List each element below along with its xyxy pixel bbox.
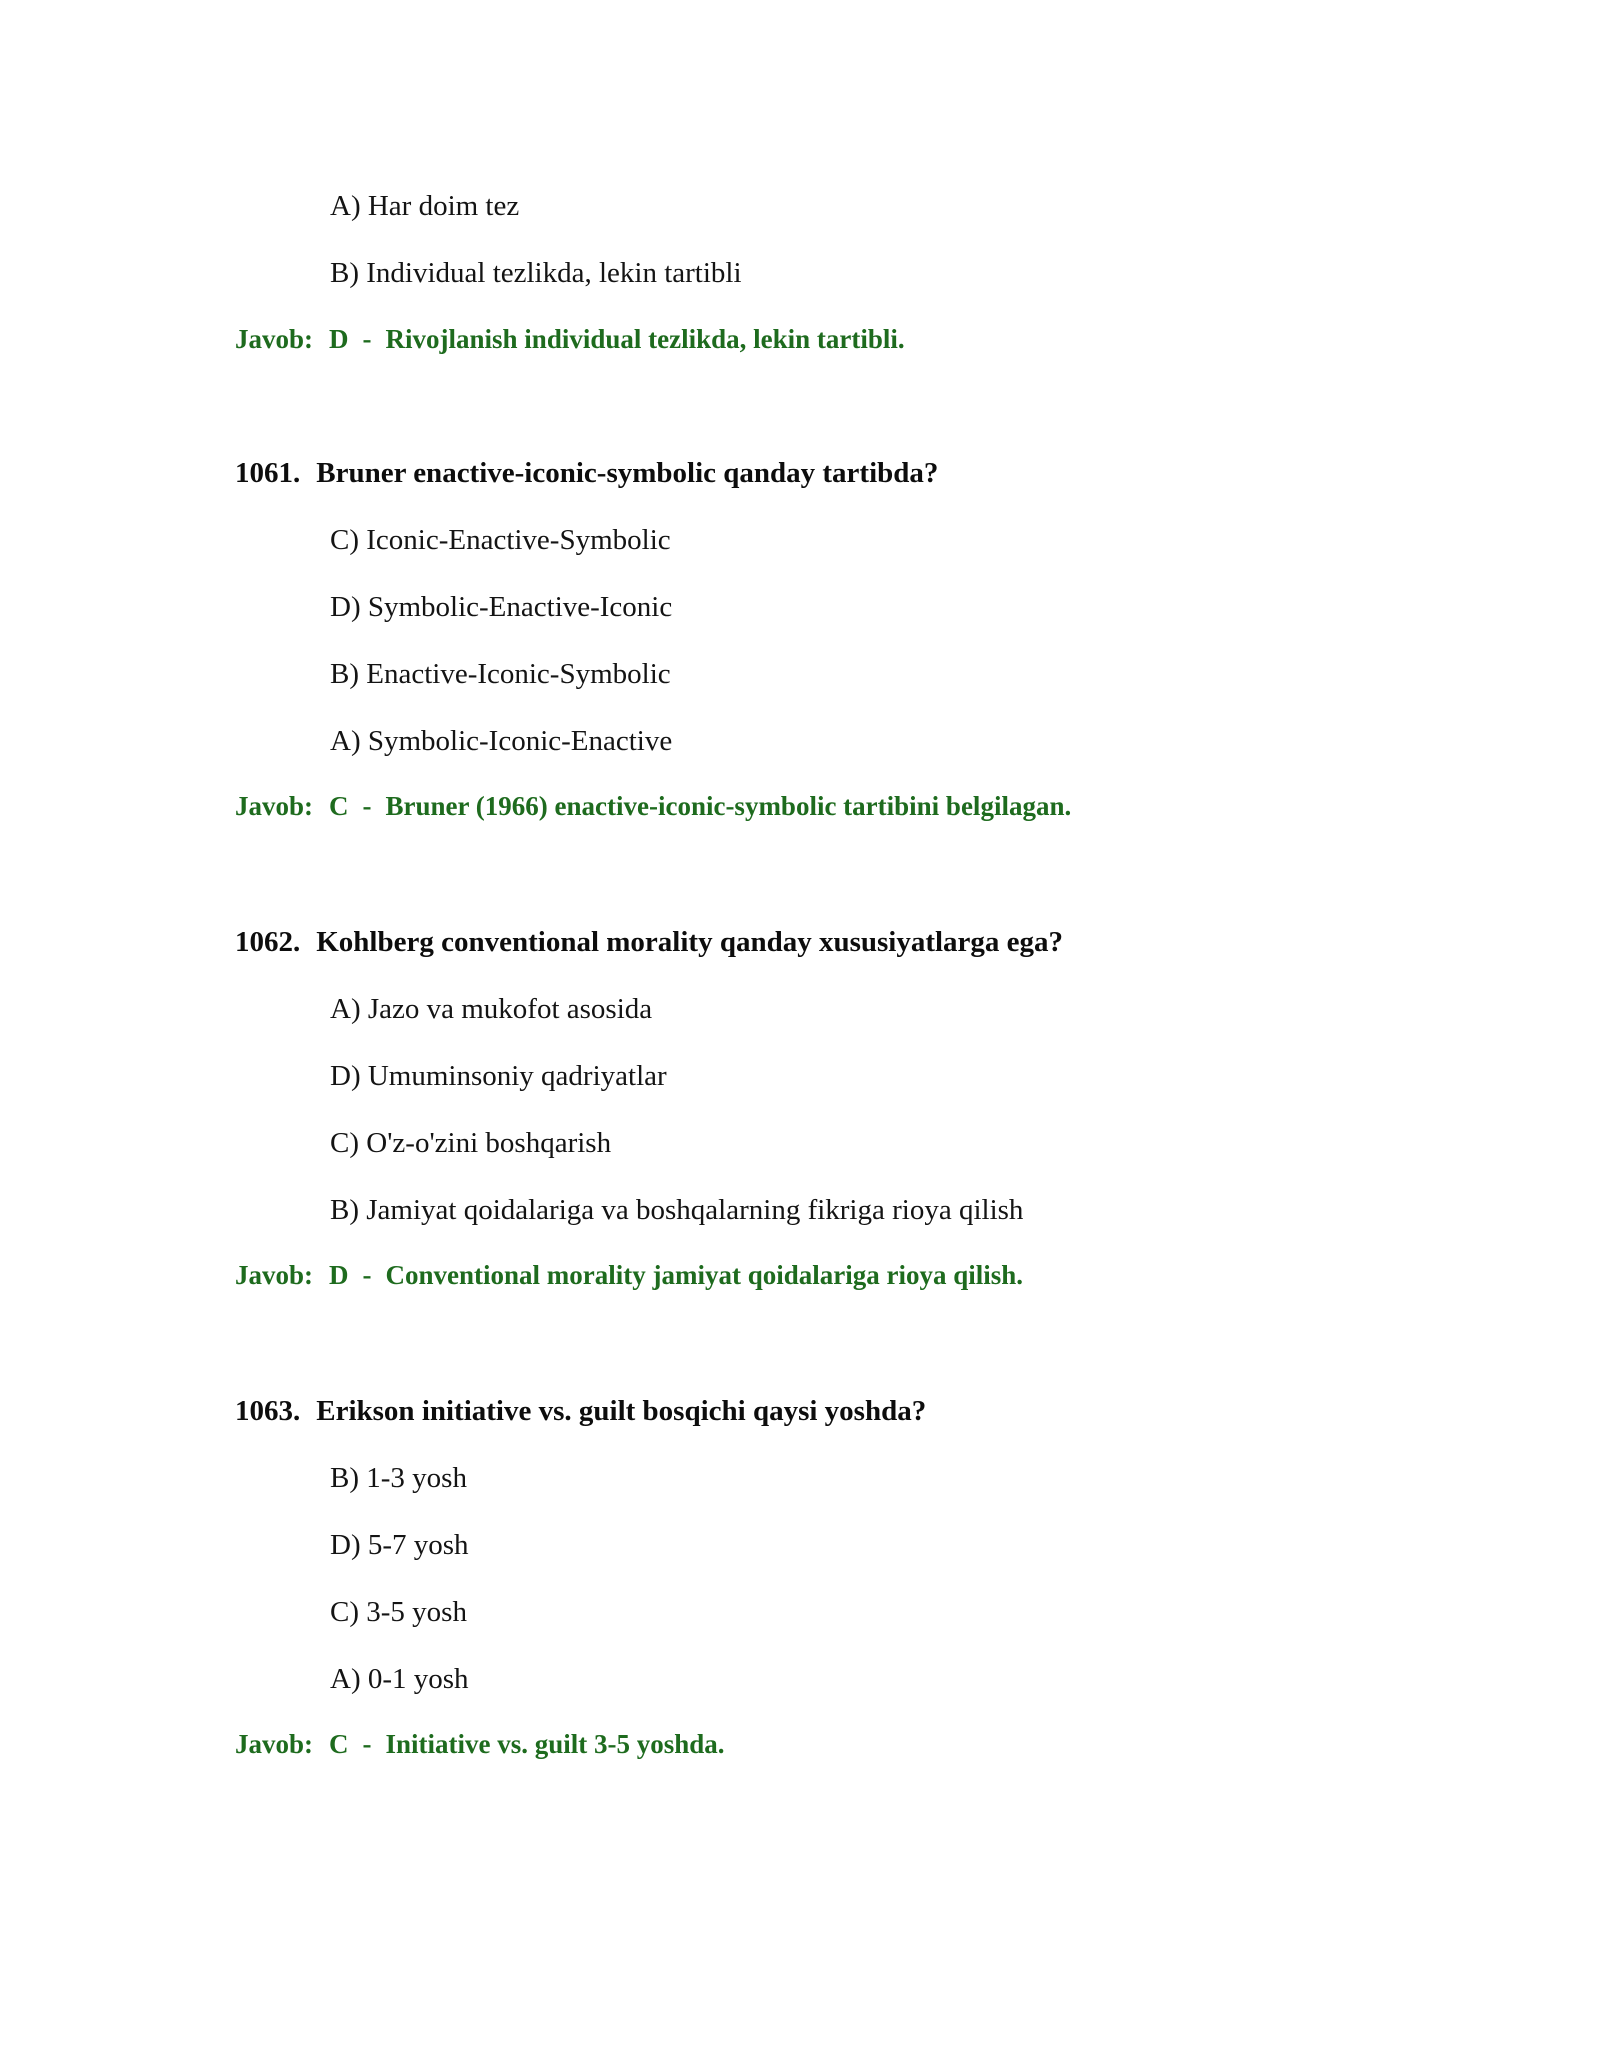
question-text: Bruner enactive-iconic-symbolic qanday tartibda?	[316, 457, 939, 489]
answer-label: Javob:	[235, 791, 314, 821]
option-line: B) Enactive-Iconic-Symbolic	[330, 658, 671, 690]
option-line: D) Umuminsoniy qadriyatlar	[330, 1060, 667, 1092]
answer-line	[235, 793, 1071, 820]
option-line: A) 0-1 yosh	[330, 1663, 469, 1695]
answer-line	[235, 1262, 1023, 1289]
answer-letter: D	[329, 324, 349, 354]
option-line: B) Individual tezlikda, lekin tartibli	[330, 257, 742, 289]
answer-explanation: Conventional morality jamiyat qoidalariga rioya qilish.	[385, 1260, 1024, 1290]
option-line: A) Symbolic-Iconic-Enactive	[330, 725, 673, 757]
answer-dash: -	[362, 791, 372, 821]
answer-explanation: Initiative vs. guilt 3-5 yoshda.	[385, 1729, 725, 1759]
question-heading	[235, 1397, 926, 1426]
answer-label: Javob:	[235, 1260, 314, 1290]
answer-dash: -	[362, 324, 372, 354]
answer-letter: C	[329, 1729, 349, 1759]
option-line: C) O'z-o'zini boshqarish	[330, 1127, 612, 1159]
answer-label: Javob:	[235, 324, 314, 354]
option-line: C) Iconic-Enactive-Symbolic	[330, 524, 671, 556]
answer-label: Javob:	[235, 1729, 314, 1759]
question-heading	[235, 928, 1063, 957]
question-number: 1062.	[235, 926, 301, 958]
answer-line	[235, 326, 905, 353]
option-line: B) Jamiyat qoidalariga va boshqalarning fikriga rioya qilish	[330, 1194, 1024, 1226]
answer-dash: -	[362, 1729, 372, 1759]
question-number: 1063.	[235, 1395, 301, 1427]
option-line: B) 1-3 yosh	[330, 1462, 467, 1494]
option-line: D) Symbolic-Enactive-Iconic	[330, 591, 673, 623]
option-line: A) Har doim tez	[330, 190, 520, 222]
question-number: 1061.	[235, 457, 301, 489]
answer-explanation: Bruner (1966) enactive-iconic-symbolic tartibini belgilagan.	[385, 791, 1072, 821]
question-text: Erikson initiative vs. guilt bosqichi qaysi yoshda?	[316, 1395, 927, 1427]
answer-letter: C	[329, 791, 349, 821]
answer-letter: D	[329, 1260, 349, 1290]
option-line: A) Jazo va mukofot asosida	[330, 993, 653, 1025]
answer-explanation: Rivojlanish individual tezlikda, lekin tartibli.	[385, 324, 905, 354]
answer-line	[235, 1731, 725, 1758]
option-line: C) 3-5 yosh	[330, 1596, 467, 1628]
option-line: D) 5-7 yosh	[330, 1529, 469, 1561]
answer-dash: -	[362, 1260, 372, 1290]
question-heading	[235, 459, 938, 488]
question-text: Kohlberg conventional morality qanday xususiyatlarga ega?	[316, 926, 1064, 958]
